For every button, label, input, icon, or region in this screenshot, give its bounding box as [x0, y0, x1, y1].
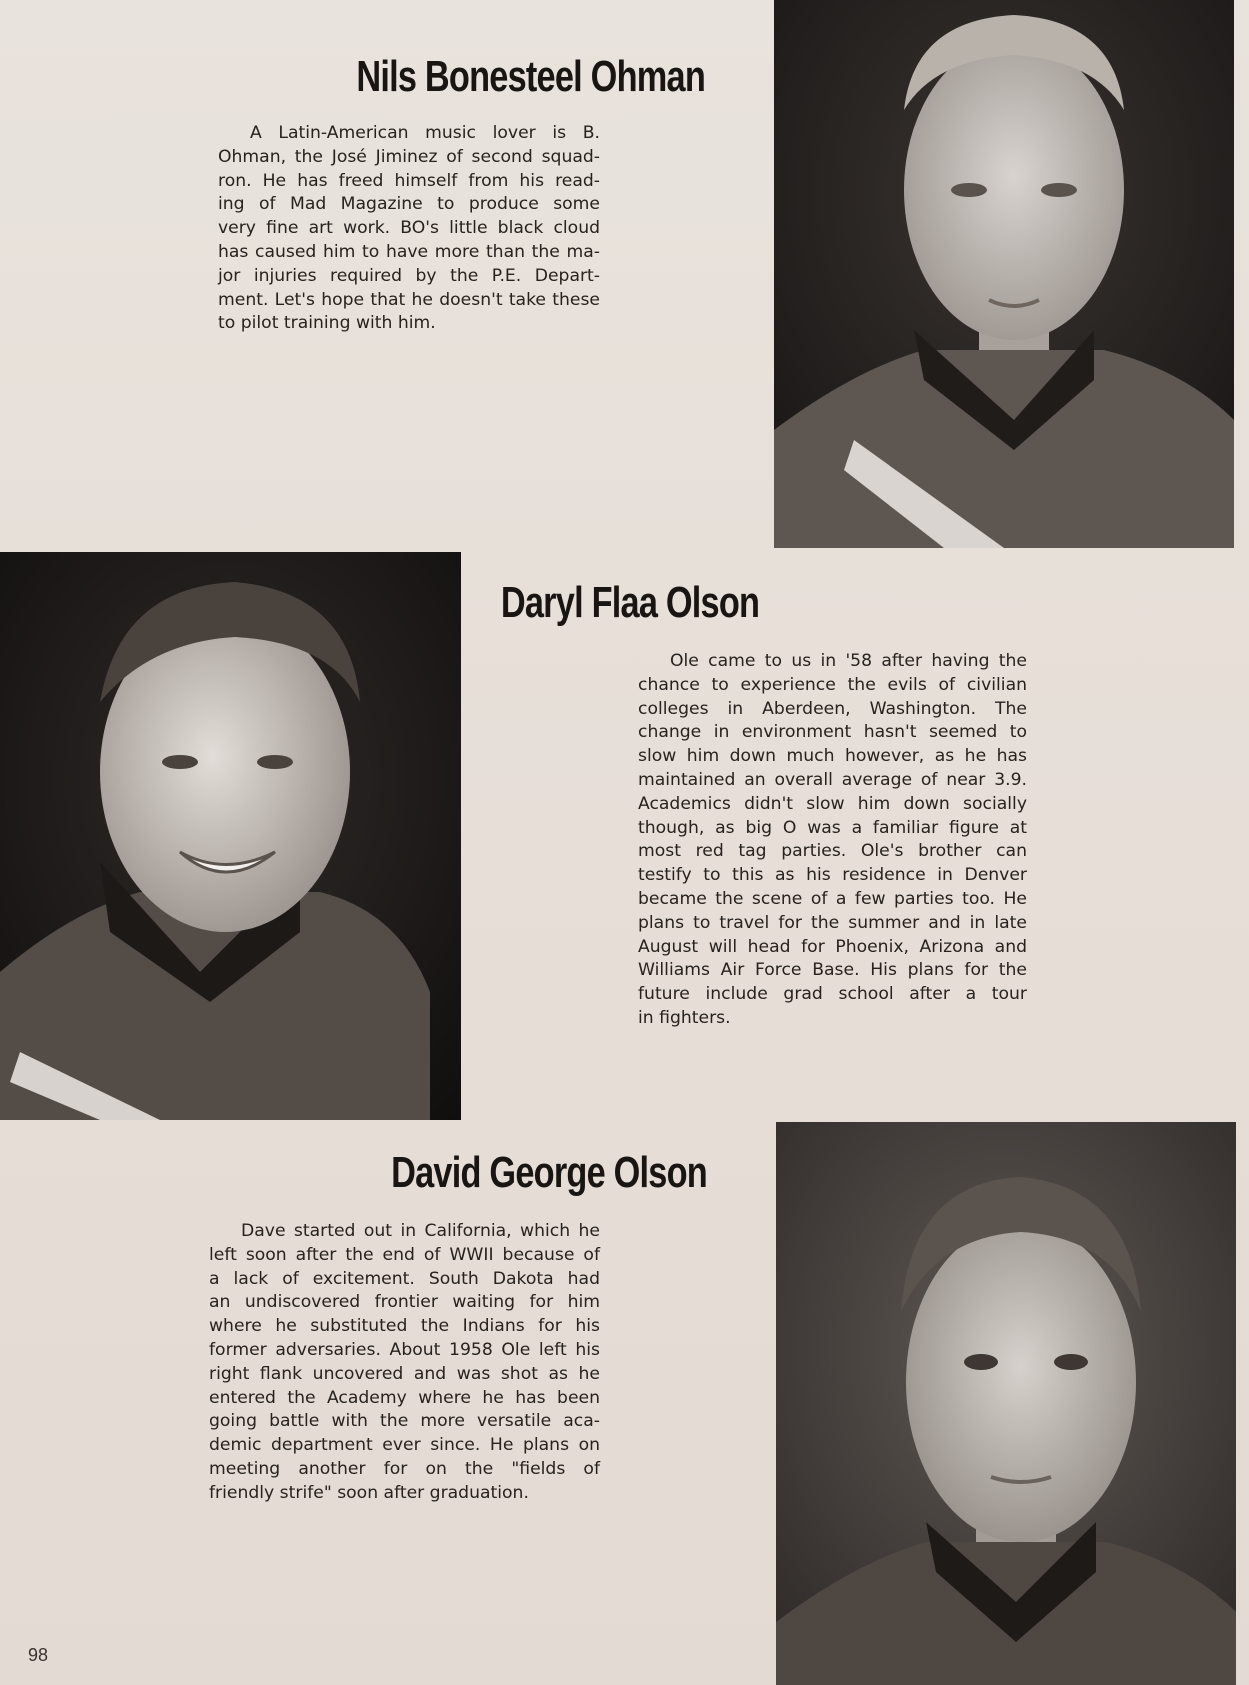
cadet-name-ohman: Nils Bonesteel Ohman: [356, 52, 705, 101]
bio-line: chance to experience the evils of civilian: [638, 674, 1027, 695]
portrait-photo-ohman: [774, 0, 1234, 548]
bio-line: maintained an overall average of near 3.9.: [638, 769, 1027, 790]
portrait-photo-david-olson: [776, 1122, 1236, 1685]
bio-line: left soon after the end of WWII because of: [209, 1244, 600, 1265]
bio-line: ing of Mad Magazine to produce some: [218, 194, 600, 215]
bio-line: where he substituted the Indians for his: [209, 1316, 600, 1337]
bio-daryl-olson: [638, 650, 1027, 1031]
bio-david-olson: [209, 1220, 600, 1506]
bio-line: Academics didn't slow him down socially: [638, 793, 1027, 814]
bio-line: slow him down much however, as he has: [638, 746, 1027, 767]
bio-line: ment. Let's hope that he doesn't take these: [218, 289, 600, 310]
bio-line: colleges in Aberdeen, Washington. The: [638, 698, 1027, 719]
bio-line: Dave started out in California, which he: [241, 1221, 600, 1241]
bio-line: most red tag parties. Ole's brother can: [638, 841, 1027, 862]
bio-line: meeting another for on the "fields of: [209, 1458, 600, 1479]
bio-line: friendly strife" soon after graduation.: [209, 1482, 529, 1503]
bio-line: entered the Academy where he has been: [209, 1387, 600, 1408]
portrait-photo-daryl-olson: [0, 552, 461, 1120]
bio-line: became the scene of a few parties too. He: [638, 888, 1027, 909]
bio-line: a lack of excitement. South Dakota had: [209, 1268, 600, 1289]
bio-line: Ole came to us in '58 after having the: [670, 651, 1027, 671]
bio-line: going battle with the more versatile aca-: [209, 1411, 600, 1432]
bio-line: very fine art work. BO's little black cloud: [218, 218, 600, 239]
bio-line: plans to travel for the summer and in late: [638, 912, 1027, 933]
bio-line: A Latin-American music lover is B.: [250, 123, 600, 143]
bio-line: though, as big O was a familiar figure at: [638, 817, 1027, 838]
bio-line: Williams Air Force Base. His plans for the: [638, 960, 1027, 981]
bio-line: future include grad school after a tour: [638, 984, 1027, 1005]
bio-ohman: [218, 122, 600, 336]
portrait-photo-icon: [0, 552, 461, 1120]
portrait-photo-icon: [774, 0, 1234, 548]
bio-line: testify to this as his residence in Denver: [638, 865, 1027, 886]
bio-line: August will head for Phoenix, Arizona and: [638, 936, 1027, 957]
bio-line: in fighters.: [638, 1007, 731, 1028]
bio-line: change in environment hasn't seemed to: [638, 722, 1027, 743]
bio-line: Ohman, the José Jiminez of second squad-: [218, 146, 600, 167]
bio-line: right flank uncovered and was shot as he: [209, 1363, 600, 1384]
bio-line: demic department ever since. He plans on: [209, 1435, 600, 1456]
bio-line: has caused him to have more than the ma-: [218, 241, 600, 262]
cadet-name-daryl-olson: Daryl Flaa Olson: [500, 578, 759, 627]
bio-line: jor injuries required by the P.E. Depart-: [218, 265, 600, 286]
bio-line: former adversaries. About 1958 Ole left his: [209, 1339, 600, 1360]
bio-line: to pilot training with him.: [218, 313, 436, 334]
cadet-name-david-olson: David George Olson: [391, 1148, 707, 1197]
bio-line: an undiscovered frontier waiting for him: [209, 1292, 600, 1313]
bio-line: ron. He has freed himself from his read-: [218, 170, 600, 191]
page-number: 98: [28, 1645, 49, 1665]
portrait-photo-icon: [776, 1122, 1236, 1685]
